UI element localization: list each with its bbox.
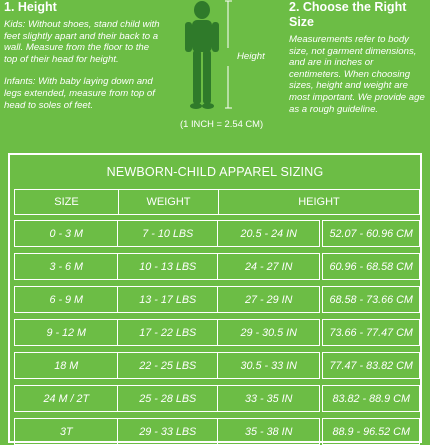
table-row	[10, 352, 420, 379]
inch-conversion-note: (1 INCH = 2.54 CM)	[180, 118, 264, 129]
height-in-cell: 29 - 30.5 IN	[217, 319, 320, 346]
size-cell: 18 M	[14, 352, 117, 379]
height-in-cell: 27 - 29 IN	[217, 286, 320, 313]
header-weight: WEIGHT	[118, 189, 218, 215]
height-in-cell: 20.5 - 24 IN	[217, 220, 320, 247]
table-row	[10, 286, 420, 313]
height-cm-cell: 77.47 - 83.82 CM	[322, 352, 420, 379]
infants-instructions: Infants: With baby laying down and legs extended, measure from top of head to soles of feet.	[4, 76, 155, 111]
weight-cell: 10 - 13 LBS	[117, 253, 217, 280]
table-header-row	[10, 189, 420, 215]
choose-size-heading: 2. Choose the Right Size	[289, 0, 407, 29]
height-cm-cell: 60.96 - 68.58 CM	[322, 253, 420, 280]
kids-instructions: Kids: Without shoes, stand child with feet slightly apart and their back to a wall. Measure from the floor to the top of their head for height.	[4, 19, 160, 65]
header-height: HEIGHT	[218, 189, 420, 215]
weight-cell: 29 - 33 LBS	[117, 418, 217, 445]
size-cell: 9 - 12 M	[14, 319, 117, 346]
height-in-cell: 35 - 38 IN	[217, 418, 320, 445]
weight-cell: 13 - 17 LBS	[117, 286, 217, 313]
header-size: SIZE	[14, 189, 118, 215]
table-row	[10, 253, 420, 280]
size-cell: 3 - 6 M	[14, 253, 117, 280]
sizing-table	[8, 153, 422, 443]
table-row	[10, 220, 420, 247]
size-cell: 0 - 3 M	[14, 220, 117, 247]
size-guidance-text: Measurements refer to body size, not garment dimensions, and are in inches or centimeters. When choosing sizes, height and weight are most important. We provide age as a rough guideline.	[289, 34, 425, 115]
height-cm-cell: 88.9 - 96.52 CM	[322, 418, 420, 445]
height-cm-cell: 83.82 - 88.9 CM	[322, 385, 420, 412]
weight-cell: 7 - 10 LBS	[117, 220, 217, 247]
height-cm-cell: 68.58 - 73.66 CM	[322, 286, 420, 313]
size-cell: 3T	[14, 418, 117, 445]
height-cm-cell: 73.66 - 77.47 CM	[322, 319, 420, 346]
table-row	[10, 385, 420, 412]
weight-cell: 25 - 28 LBS	[117, 385, 217, 412]
table-body	[10, 220, 420, 445]
height-instructions	[4, 0, 164, 111]
size-cell: 24 M / 2T	[14, 385, 117, 412]
table-title: NEWBORN-CHILD APPAREL SIZING	[106, 165, 324, 179]
table-row	[10, 418, 420, 445]
size-guidance	[289, 0, 427, 115]
size-cell: 6 - 9 M	[14, 286, 117, 313]
height-heading: 1. Height	[4, 0, 57, 14]
weight-cell: 17 - 22 LBS	[117, 319, 217, 346]
height-in-cell: 30.5 - 33 IN	[217, 352, 320, 379]
height-measure-label: Height	[237, 51, 265, 62]
child-silhouette-icon	[170, 0, 280, 130]
child-height-diagram	[170, 0, 280, 130]
height-in-cell: 33 - 35 IN	[217, 385, 320, 412]
table-row	[10, 319, 420, 346]
height-in-cell: 24 - 27 IN	[217, 253, 320, 280]
weight-cell: 22 - 25 LBS	[117, 352, 217, 379]
height-cm-cell: 52.07 - 60.96 CM	[322, 220, 420, 247]
